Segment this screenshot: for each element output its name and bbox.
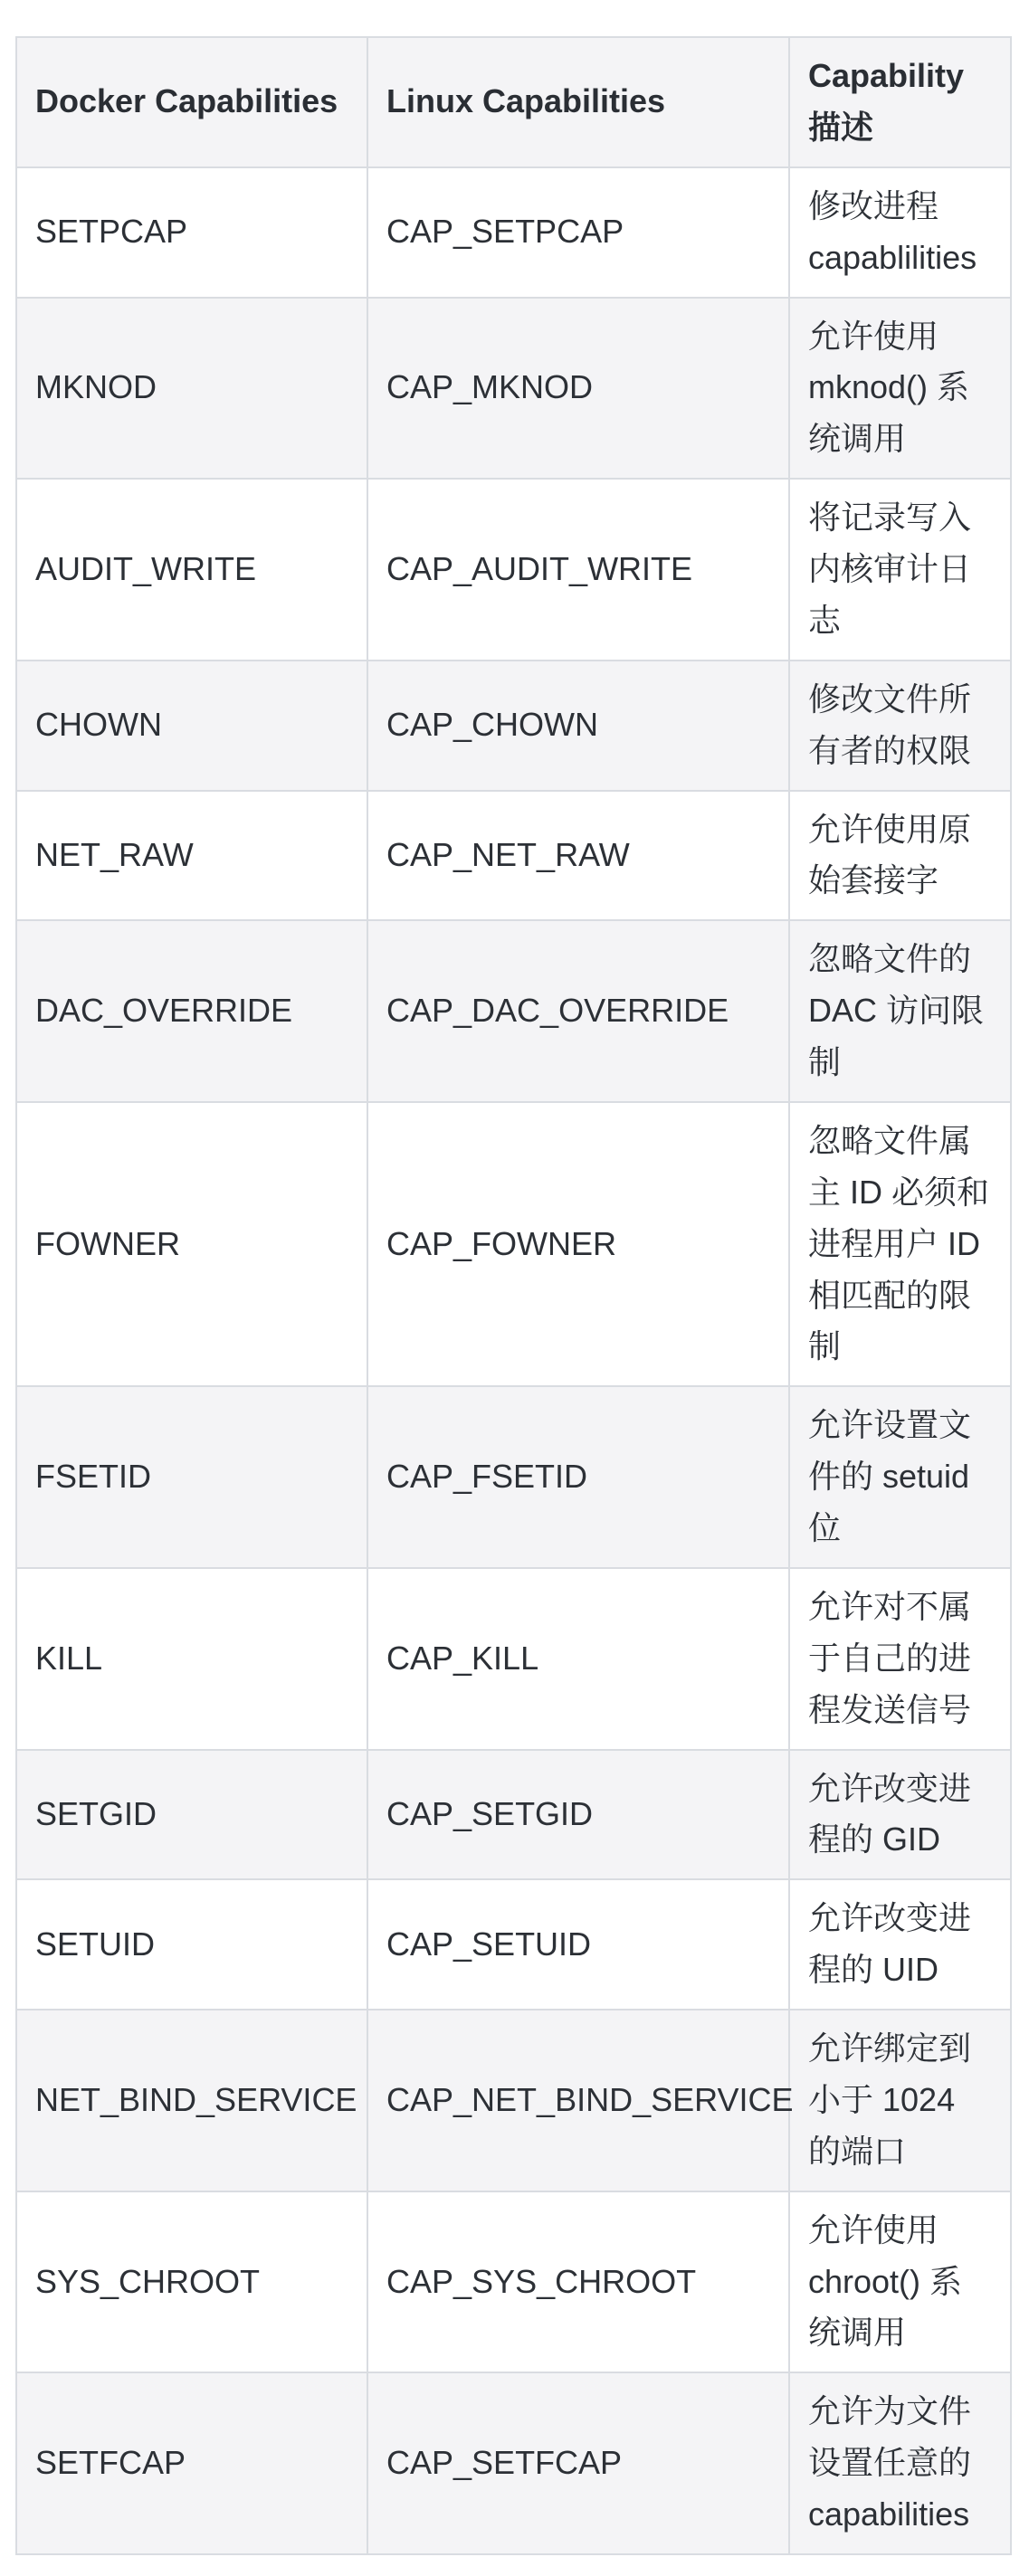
table-row [16, 2191, 1011, 2373]
docker-capability-cell: KILL [16, 1568, 367, 1750]
linux-capability-cell: CAP_DAC_OVERRIDE [367, 920, 789, 1102]
linux-capability-cell: CAP_NET_RAW [367, 791, 789, 921]
capability-description-cell: 允许设置文件的 setuid 位 [789, 1386, 1011, 1568]
docker-capability-cell: MKNOD [16, 298, 367, 480]
table-row [16, 1879, 1011, 2010]
linux-capability-cell: CAP_SETFCAP [367, 2372, 789, 2554]
table-row [16, 920, 1011, 1102]
capability-description-cell: 允许使用原始套接字 [789, 791, 1011, 921]
table-row [16, 298, 1011, 480]
docker-capability-cell: FOWNER [16, 1102, 367, 1386]
table-row [16, 661, 1011, 791]
column-header-capability-description: Capability 描述 [789, 37, 1011, 167]
linux-capability-cell: CAP_SETUID [367, 1879, 789, 2010]
linux-capability-cell: CAP_NET_BIND_SERVICE [367, 2010, 789, 2191]
docker-capability-cell: SETPCAP [16, 167, 367, 298]
table-row [16, 1568, 1011, 1750]
table-row [16, 2010, 1011, 2191]
capability-description-cell: 将记录写入内核审计日志 [789, 479, 1011, 661]
docker-capability-cell: NET_BIND_SERVICE [16, 2010, 367, 2191]
table-row [16, 1102, 1011, 1386]
header-row [16, 37, 1011, 167]
docker-capability-cell: NET_RAW [16, 791, 367, 921]
table-row [16, 167, 1011, 298]
capability-description-cell: 忽略文件的 DAC 访问限制 [789, 920, 1011, 1102]
linux-capability-cell: CAP_SYS_CHROOT [367, 2191, 789, 2373]
capability-description-cell: 允许为文件设置任意的 capabilities [789, 2372, 1011, 2554]
docker-capability-cell: CHOWN [16, 661, 367, 791]
docker-capability-cell: FSETID [16, 1386, 367, 1568]
capability-description-cell: 允许使用 chroot() 系统调用 [789, 2191, 1011, 2373]
column-header-linux-capabilities: Linux Capabilities [367, 37, 789, 167]
docker-capability-cell: SETGID [16, 1750, 367, 1880]
capability-description-cell: 允许改变进程的 UID [789, 1879, 1011, 2010]
capability-description-cell: 忽略文件属主 ID 必须和进程用户 ID 相匹配的限制 [789, 1102, 1011, 1386]
table-row [16, 479, 1011, 661]
table-row [16, 1750, 1011, 1880]
linux-capability-cell: CAP_MKNOD [367, 298, 789, 480]
linux-capability-cell: CAP_SETGID [367, 1750, 789, 1880]
table-row [16, 791, 1011, 921]
linux-capability-cell: CAP_FOWNER [367, 1102, 789, 1386]
docker-capability-cell: SETFCAP [16, 2372, 367, 2554]
docker-capability-cell: DAC_OVERRIDE [16, 920, 367, 1102]
table-body [16, 167, 1011, 2554]
capability-description-cell: 修改进程 capablilities [789, 167, 1011, 298]
linux-capability-cell: CAP_SETPCAP [367, 167, 789, 298]
linux-capability-cell: CAP_CHOWN [367, 661, 789, 791]
docker-capability-cell: AUDIT_WRITE [16, 479, 367, 661]
table-header [16, 37, 1011, 167]
docker-capability-cell: SYS_CHROOT [16, 2191, 367, 2373]
linux-capability-cell: CAP_AUDIT_WRITE [367, 479, 789, 661]
capability-description-cell: 允许使用 mknod() 系统调用 [789, 298, 1011, 480]
linux-capability-cell: CAP_FSETID [367, 1386, 789, 1568]
capability-description-cell: 修改文件所有者的权限 [789, 661, 1011, 791]
table-row [16, 1386, 1011, 1568]
column-header-docker-capabilities: Docker Capabilities [16, 37, 367, 167]
table-row [16, 2372, 1011, 2554]
docker-capability-cell: SETUID [16, 1879, 367, 2010]
linux-capability-cell: CAP_KILL [367, 1568, 789, 1750]
capability-description-cell: 允许对不属于自己的进程发送信号 [789, 1568, 1011, 1750]
capabilities-table [15, 36, 1012, 2555]
capability-description-cell: 允许改变进程的 GID [789, 1750, 1011, 1880]
capability-description-cell: 允许绑定到小于 1024 的端口 [789, 2010, 1011, 2191]
